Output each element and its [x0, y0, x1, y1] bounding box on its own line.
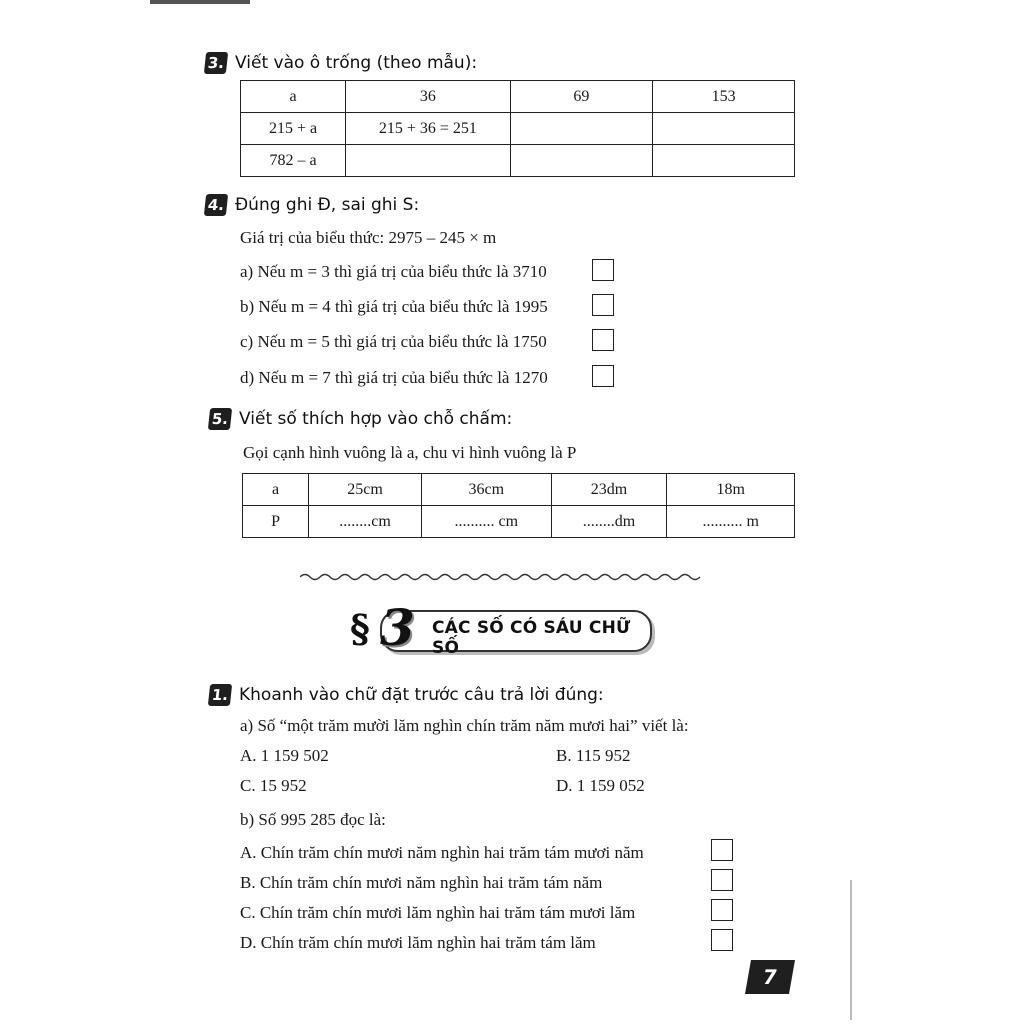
section-symbol: §: [350, 606, 370, 651]
q5-table: [242, 473, 795, 538]
answer-checkbox[interactable]: [711, 869, 733, 891]
question-number-badge: 4.: [204, 194, 228, 216]
table-header-cell: 36cm: [422, 474, 552, 506]
table-header-cell: 36: [346, 81, 510, 113]
answer-cell[interactable]: [653, 113, 795, 145]
answer-checkbox[interactable]: [592, 259, 614, 281]
answer-checkbox[interactable]: [592, 294, 614, 316]
intro-text: Gọi cạnh hình vuông là a, chu vi hình vuông là P: [243, 443, 577, 462]
question-title: Viết vào ô trống (theo mẫu):: [235, 53, 478, 73]
option-b[interactable]: B. 115 952: [556, 746, 631, 765]
table-cell: P: [243, 506, 309, 538]
question-4-heading: [205, 194, 419, 216]
reading-option: C. Chín trăm chín mươi lăm nghìn hai trăm tám mươi lăm: [240, 903, 636, 922]
page-number: [745, 960, 795, 994]
table-cell: 215 + a: [241, 113, 346, 145]
true-false-item: d) Nếu m = 7 thì giá trị của biểu thức là 1270: [240, 368, 548, 387]
table-header-cell: 18m: [667, 474, 795, 506]
reading-option: B. Chín trăm chín mươi năm nghìn hai trăm tám năm: [240, 873, 603, 892]
page-edge-shadow: [150, 0, 250, 4]
question-number-badge: 3.: [204, 52, 228, 74]
section-heading: [350, 598, 650, 658]
option-a[interactable]: A. 1 159 502: [240, 746, 329, 765]
answer-cell[interactable]: [346, 145, 510, 177]
page-fold-shadow: [850, 880, 852, 1020]
answer-checkbox[interactable]: [711, 839, 733, 861]
table-header-cell: 25cm: [309, 474, 422, 506]
answer-cell[interactable]: .......... m: [667, 506, 795, 538]
section-title: CÁC SỐ CÓ SÁU CHỮ SỐ: [432, 618, 631, 658]
answer-cell[interactable]: [510, 145, 653, 177]
answer-cell[interactable]: ........cm: [309, 506, 422, 538]
question-title: Đúng ghi Đ, sai ghi S:: [235, 195, 420, 215]
reading-option: A. Chín trăm chín mươi năm nghìn hai trăm tám mươi năm: [240, 843, 644, 862]
reading-option: D. Chín trăm chín mươi lăm nghìn hai trăm tám lăm: [240, 933, 596, 952]
table-header-cell: a: [243, 474, 309, 506]
true-false-item: c) Nếu m = 5 thì giá trị của biểu thức là 1750: [240, 332, 547, 351]
question-title: Viết số thích hợp vào chỗ chấm:: [239, 409, 513, 429]
table-header-cell: a: [241, 81, 346, 113]
answer-checkbox[interactable]: [711, 899, 733, 921]
true-false-item: a) Nếu m = 3 thì giá trị của biểu thức là 3710: [240, 262, 547, 281]
option-c[interactable]: C. 15 952: [240, 776, 307, 795]
q3-table: [240, 80, 795, 177]
table-header-cell: 69: [510, 81, 653, 113]
sub-question-b: b) Số 995 285 đọc là:: [240, 810, 386, 829]
answer-cell[interactable]: [653, 145, 795, 177]
answer-checkbox[interactable]: [711, 929, 733, 951]
answer-cell[interactable]: [510, 113, 653, 145]
answer-checkbox[interactable]: [592, 365, 614, 387]
true-false-item: b) Nếu m = 4 thì giá trị của biểu thức là 1995: [240, 297, 548, 316]
table-header-cell: 153: [653, 81, 795, 113]
option-d[interactable]: D. 1 159 052: [556, 776, 645, 795]
sub-question-a: a) Số “một trăm mười lăm nghìn chín trăm năm mươi hai” viết là:: [240, 716, 689, 735]
question-3-heading: [205, 52, 477, 74]
section-number: 3: [380, 598, 415, 657]
table-header-cell: 23dm: [551, 474, 667, 506]
question-number-badge: 5.: [208, 408, 232, 430]
answer-cell[interactable]: ........dm: [551, 506, 667, 538]
question-number-badge: 1.: [208, 684, 232, 706]
answer-cell[interactable]: .......... cm: [422, 506, 552, 538]
expression-text: Giá trị của biểu thức: 2975 – 245 × m: [240, 228, 497, 247]
section3-question-1-heading: [209, 684, 604, 706]
answer-checkbox[interactable]: [592, 329, 614, 351]
table-cell: 215 + 36 = 251: [346, 113, 510, 145]
question-title: Khoanh vào chữ đặt trước câu trả lời đúng:: [239, 685, 604, 705]
wavy-divider: [300, 570, 704, 584]
question-5-heading: [209, 408, 512, 430]
table-cell: 782 – a: [241, 145, 346, 177]
page-number-text: 7: [760, 965, 780, 989]
